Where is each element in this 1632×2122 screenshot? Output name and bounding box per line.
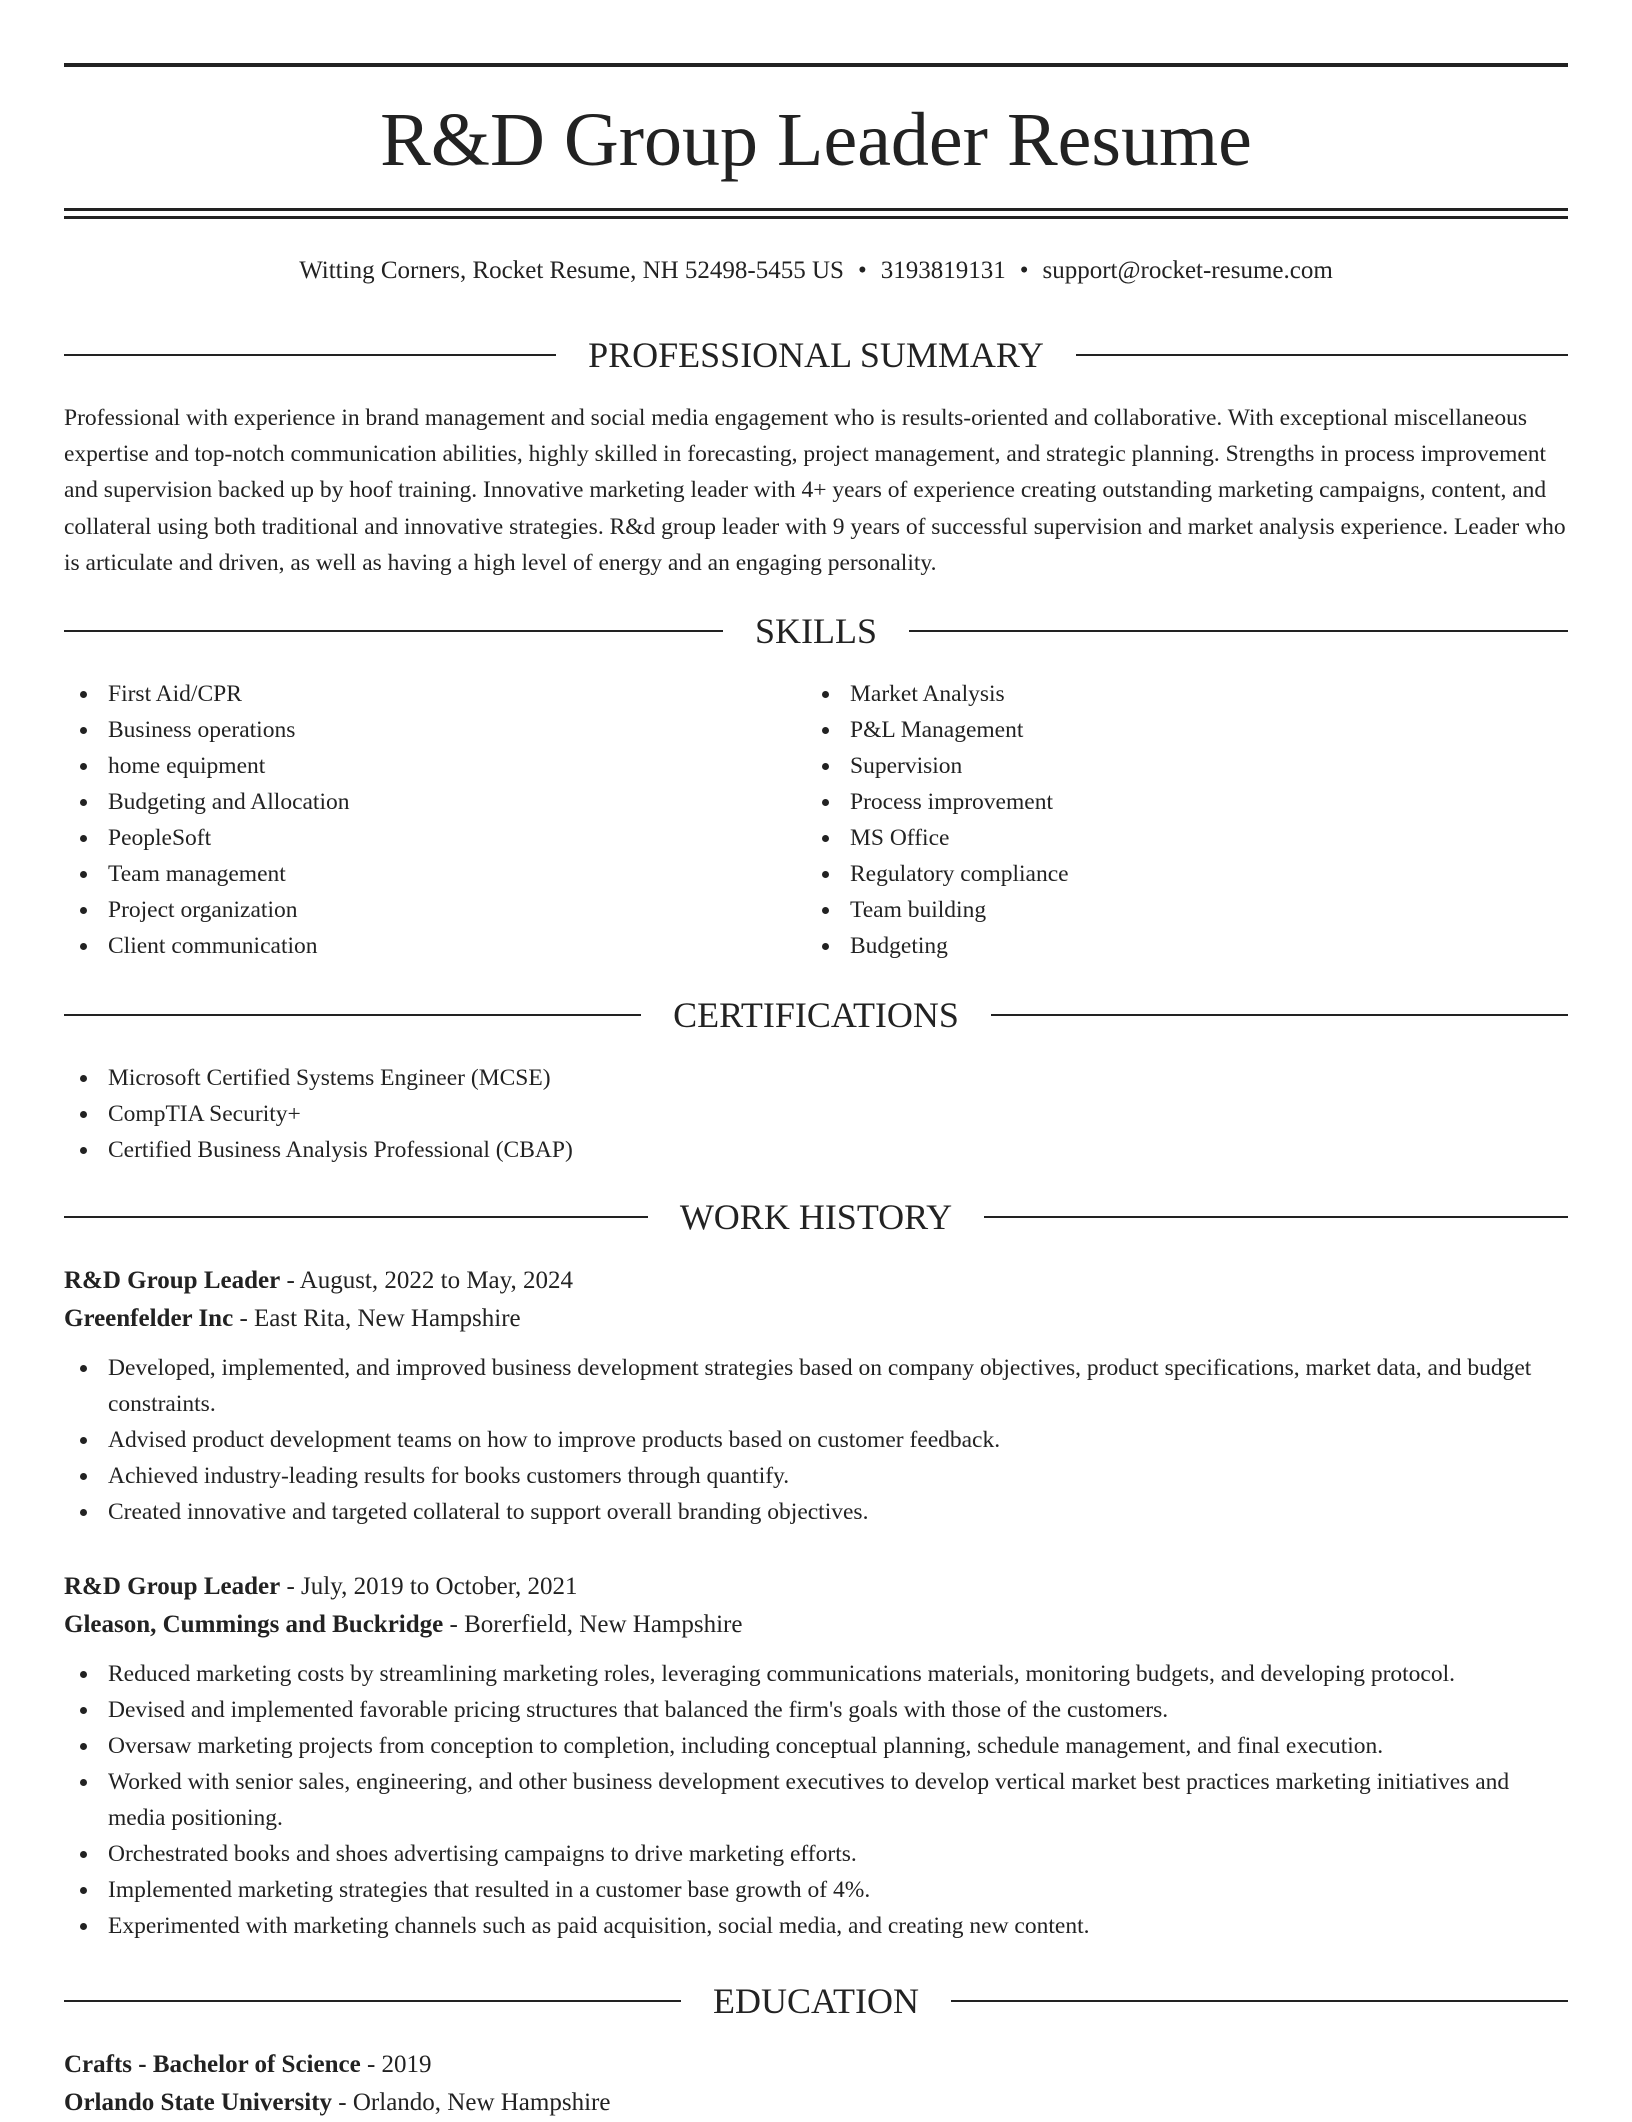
section-header-work-history: [64, 1195, 1568, 1239]
certification-item: Certified Business Analysis Professional (CBAP): [64, 1132, 1568, 1168]
job-bullet: Experimented with marketing channels such as paid acquisition, social media, and creating new content.: [64, 1908, 1568, 1944]
job-company-line: [64, 1606, 1568, 1644]
title-rule-lower: [64, 216, 1568, 219]
top-rule: [64, 63, 1568, 67]
job-company: Greenfelder Inc: [64, 1305, 234, 1332]
education-degree-line: [64, 2046, 1568, 2084]
job-bullet: Achieved industry-leading results for books customers through quantify.: [64, 1458, 1568, 1494]
section-rule: [984, 1216, 1568, 1218]
section-rule: [909, 630, 1568, 632]
job-bullet: Implemented marketing strategies that resulted in a customer base growth of 4%.: [64, 1872, 1568, 1908]
skill-item: First Aid/CPR: [64, 676, 764, 712]
section-rule: [991, 1014, 1568, 1016]
contact-line: [64, 254, 1568, 288]
job-dates: - August, 2022 to May, 2024: [280, 1267, 574, 1294]
certifications-list: [64, 1060, 1568, 1168]
job-entry: [64, 1568, 1568, 1944]
section-header-certifications: [64, 993, 1568, 1037]
section-title: PROFESSIONAL SUMMARY: [588, 335, 1044, 375]
job-title-line: [64, 1262, 1568, 1300]
section-rule: [64, 2000, 681, 2002]
job-bullet: Devised and implemented favorable pricing structures that balanced the firm's goals with those of the customers.: [64, 1692, 1568, 1728]
job-bullet: Worked with senior sales, engineering, and other business development executives to develop vertical market best practices marketing initiatives and media positioning.: [64, 1764, 1568, 1836]
job-bullet: Developed, implemented, and improved business development strategies based on company objectives, product specifications, market data, and budget constraints.: [64, 1350, 1568, 1422]
skill-item: Regulatory compliance: [806, 856, 1506, 892]
job-bullet: Orchestrated books and shoes advertising campaigns to drive marketing efforts.: [64, 1836, 1568, 1872]
section-rule: [64, 1216, 648, 1218]
skill-item: Supervision: [806, 748, 1506, 784]
education-year: - 2019: [360, 2051, 432, 2078]
job-company-line: [64, 1300, 1568, 1338]
skills-list-left: [64, 676, 764, 964]
skill-item: home equipment: [64, 748, 764, 784]
education-degree: Crafts - Bachelor of Science: [64, 2051, 361, 2078]
education-entry: [64, 2046, 1568, 2122]
section-rule: [64, 354, 556, 356]
skill-item: Market Analysis: [806, 676, 1506, 712]
resume-title: R&D Group Leader Resume: [380, 98, 1252, 182]
contact-email: support@rocket-resume.com: [1042, 257, 1333, 284]
section-title: WORK HISTORY: [679, 1197, 953, 1237]
section-rule: [64, 1014, 641, 1016]
job-bullet: Created innovative and targeted collateral to support overall branding objectives.: [64, 1494, 1568, 1530]
job-bullets: [64, 1350, 1568, 1530]
education-location: - Orlando, New Hampshire: [332, 2089, 611, 2116]
summary-text: Professional with experience in brand management and social media engagement who is results-oriented and collaborative. With exceptional miscellaneous expertise and top-notch communication abilities, highly skilled in forecasting, project management, and strategic planning. Strengths in process improvement and supervision backed up by hoof training. Innovative marketing leader with 4+ years of experience creating outstanding marketing campaigns, content, and collateral using both traditional and innovative strategies. R&d group leader with 9 years of successful supervision and market analysis experience. Leader who is articulate and driven, as well as having a high level of energy and an engaging personality.: [64, 405, 1566, 576]
certification-item: CompTIA Security+: [64, 1096, 1568, 1132]
skill-item: P&L Management: [806, 712, 1506, 748]
contact-separator: •: [857, 257, 867, 284]
job-location: - East Rita, New Hampshire: [233, 1305, 521, 1332]
skills-list-right: [806, 676, 1506, 964]
job-location: - Borerfield, New Hampshire: [443, 1611, 743, 1638]
job-entry: [64, 1262, 1568, 1530]
title-rule-upper: [64, 208, 1568, 211]
skill-item: PeopleSoft: [64, 820, 764, 856]
contact-separator: •: [1019, 257, 1029, 284]
section-title: EDUCATION: [713, 1981, 919, 2021]
section-rule: [951, 2000, 1568, 2002]
contact-phone: 3193819131: [880, 257, 1006, 284]
section-header-summary: [64, 333, 1568, 377]
education-school-line: [64, 2084, 1568, 2122]
skill-item: Process improvement: [806, 784, 1506, 820]
section-rule: [64, 630, 723, 632]
skill-item: Budgeting and Allocation: [64, 784, 764, 820]
skill-item: MS Office: [806, 820, 1506, 856]
job-bullet: Reduced marketing costs by streamlining marketing roles, leveraging communications materials, monitoring budgets, and developing protocol.: [64, 1656, 1568, 1692]
job-bullet: Oversaw marketing projects from conception to completion, including conceptual planning, schedule management, and final execution.: [64, 1728, 1568, 1764]
section-rule: [1076, 354, 1568, 356]
skill-item: Budgeting: [806, 928, 1506, 964]
job-company: Gleason, Cummings and Buckridge: [64, 1611, 444, 1638]
skill-item: Client communication: [64, 928, 764, 964]
certification-item: Microsoft Certified Systems Engineer (MCSE): [64, 1060, 1568, 1096]
job-title-line: [64, 1568, 1568, 1606]
section-header-education: [64, 1979, 1568, 2023]
job-title: R&D Group Leader: [64, 1267, 281, 1294]
job-title: R&D Group Leader: [64, 1573, 281, 1600]
skill-item: Project organization: [64, 892, 764, 928]
skill-item: Team management: [64, 856, 764, 892]
skill-item: Team building: [806, 892, 1506, 928]
section-title: SKILLS: [755, 611, 878, 651]
job-bullets: [64, 1656, 1568, 1944]
contact-address: Witting Corners, Rocket Resume, NH 52498-5455 US: [299, 257, 844, 284]
skill-item: Business operations: [64, 712, 764, 748]
job-dates: - July, 2019 to October, 2021: [280, 1573, 578, 1600]
section-header-skills: [64, 609, 1568, 653]
education-school: Orlando State University: [64, 2089, 333, 2116]
job-bullet: Advised product development teams on how to improve products based on customer feedback.: [64, 1422, 1568, 1458]
section-title: CERTIFICATIONS: [673, 995, 959, 1035]
